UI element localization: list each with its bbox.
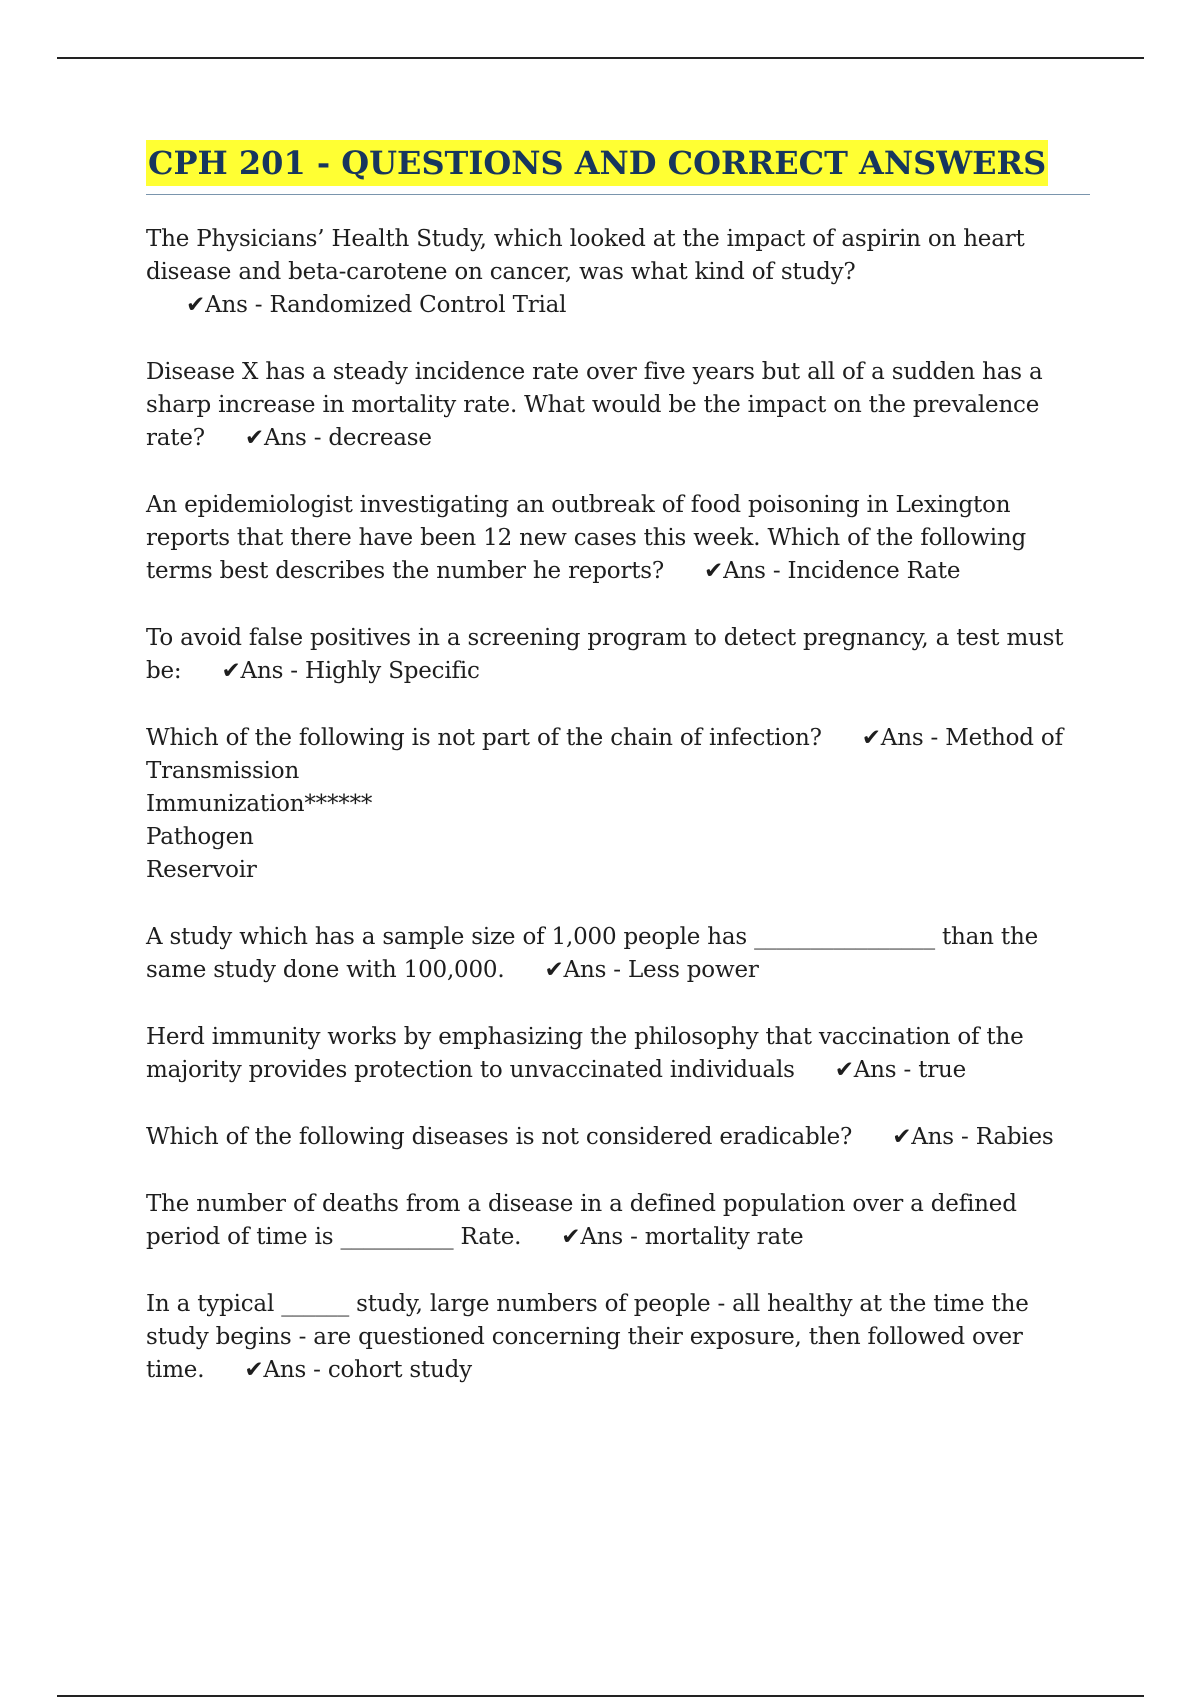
question-text: To avoid false positives in a screening program to detect pregnancy, a test must be: xyxy=(146,625,1064,684)
qa-item xyxy=(146,921,1090,987)
qa-item xyxy=(146,722,1090,887)
answer-marker: ✔Ans - xyxy=(892,1124,976,1150)
answer-marker: ✔Ans - xyxy=(244,425,329,451)
question-text: In a typical ______ study, large numbers of people - all healthy at the time the study begins - are questioned concerning their exposure, then followed over time. xyxy=(146,1291,1029,1383)
qa-item xyxy=(146,1021,1090,1087)
answer-marker: ✔Ans - xyxy=(861,725,946,751)
answer-marker: ✔Ans - xyxy=(244,1357,328,1383)
answer-text: decrease xyxy=(328,425,432,451)
question-text: A study which has a sample size of 1,000 people has ________________ than the same study done with 100,000. xyxy=(146,924,1038,983)
qa-item xyxy=(146,1288,1090,1387)
answer-text: cohort study xyxy=(327,1357,472,1383)
answer-marker: ✔Ans - xyxy=(186,292,270,318)
answer-text: Incidence Rate xyxy=(787,558,961,584)
qa-item xyxy=(146,1188,1090,1254)
answer-text: Rabies xyxy=(975,1124,1054,1150)
qa-item xyxy=(146,356,1090,455)
answer-marker: ✔Ans - xyxy=(544,957,628,983)
answer-marker: ✔Ans - xyxy=(561,1224,645,1250)
answer-marker: ✔Ans - xyxy=(704,558,788,584)
question-text: The number of deaths from a disease in a defined population over a defined period of time is __________ Rate. xyxy=(146,1191,1017,1250)
option-line: Pathogen xyxy=(146,824,254,850)
top-rule xyxy=(57,57,1144,59)
qa-item xyxy=(146,1121,1090,1154)
question-text: An epidemiologist investigating an outbreak of food poisoning in Lexington reports that there have been 12 new cases this week. Which of the following terms best describes the number he reports? xyxy=(146,492,1027,584)
answer-text: Highly Specific xyxy=(304,658,480,684)
document-body xyxy=(146,140,1090,1421)
answer-text: Less power xyxy=(627,957,759,983)
answer-text: Method of Transmission xyxy=(146,725,1063,784)
answer-text: true xyxy=(918,1057,967,1083)
question-text: Disease X has a steady incidence rate over five years but all of a sudden has a sharp increase in mortality rate. What would be the impact on the prevalence rate? xyxy=(146,359,1043,451)
option-line: Reservoir xyxy=(146,857,257,883)
qa-item xyxy=(146,622,1090,688)
question-text: The Physicians’ Health Study, which looked at the impact of aspirin on heart disease and beta-carotene on cancer, was what kind of study? xyxy=(146,226,1025,285)
answer-marker: ✔Ans - xyxy=(221,658,305,684)
option-line: Immunization****** xyxy=(146,791,373,817)
question-text: Which of the following diseases is not considered eradicable? xyxy=(146,1124,853,1150)
answer-text: mortality rate xyxy=(644,1224,804,1250)
answer-marker: ✔Ans - xyxy=(834,1057,919,1083)
question-text: Which of the following is not part of the chain of infection? xyxy=(146,725,822,751)
bottom-rule xyxy=(57,1695,1144,1697)
answer-text: Randomized Control Trial xyxy=(269,292,567,318)
question-text: Herd immunity works by emphasizing the philosophy that vaccination of the majority provides protection to unvaccinated individuals xyxy=(146,1024,1024,1083)
qa-item xyxy=(146,223,1090,322)
document-title: CPH 201 - QUESTIONS AND CORRECT ANSWERS xyxy=(146,140,1048,186)
qa-item xyxy=(146,489,1090,588)
title-block xyxy=(146,140,1090,195)
